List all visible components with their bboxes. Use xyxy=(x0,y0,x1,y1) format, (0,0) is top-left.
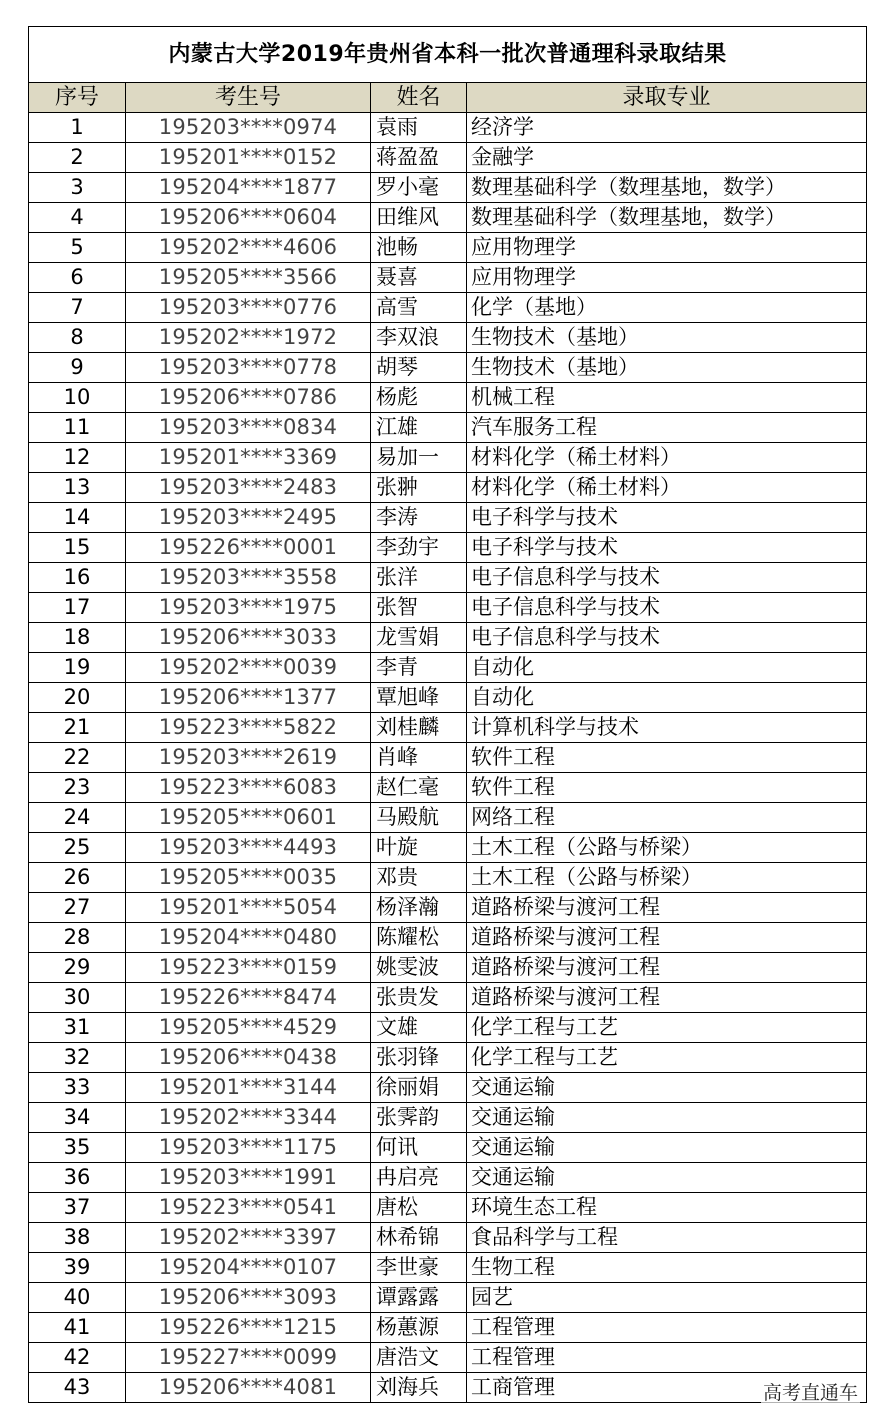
cell-seq: 9 xyxy=(29,353,126,383)
cell-major: 计算机科学与技术 xyxy=(467,713,867,743)
watermark-text: 高考直通车 xyxy=(761,1378,860,1405)
cell-exam-id: 195206****3093 xyxy=(126,1283,371,1313)
cell-major: 材料化学（稀土材料） xyxy=(467,443,867,473)
cell-name: 张智 xyxy=(371,593,467,623)
table-row xyxy=(29,1253,867,1283)
table-row xyxy=(29,653,867,683)
cell-exam-id: 195203****0834 xyxy=(126,413,371,443)
cell-exam-id: 195204****0480 xyxy=(126,923,371,953)
header-row xyxy=(29,83,867,113)
table-row xyxy=(29,953,867,983)
table-row xyxy=(29,1133,867,1163)
cell-seq: 34 xyxy=(29,1103,126,1133)
cell-seq: 3 xyxy=(29,173,126,203)
cell-name: 陈耀松 xyxy=(371,923,467,953)
cell-name: 姚雯波 xyxy=(371,953,467,983)
cell-major: 交通运输 xyxy=(467,1133,867,1163)
cell-seq: 2 xyxy=(29,143,126,173)
cell-name: 谭露露 xyxy=(371,1283,467,1313)
column-header-seq: 序号 xyxy=(29,83,126,113)
cell-name: 叶旋 xyxy=(371,833,467,863)
cell-major: 生物技术（基地） xyxy=(467,353,867,383)
cell-name: 何讯 xyxy=(371,1133,467,1163)
cell-major: 生物技术（基地） xyxy=(467,323,867,353)
cell-exam-id: 195223****6083 xyxy=(126,773,371,803)
table-row xyxy=(29,623,867,653)
cell-name: 杨蕙源 xyxy=(371,1313,467,1343)
cell-seq: 39 xyxy=(29,1253,126,1283)
cell-seq: 32 xyxy=(29,1043,126,1073)
cell-name: 张霁韵 xyxy=(371,1103,467,1133)
cell-name: 田维风 xyxy=(371,203,467,233)
admission-results-table xyxy=(28,26,867,1403)
cell-name: 池畅 xyxy=(371,233,467,263)
cell-seq: 33 xyxy=(29,1073,126,1103)
table-row xyxy=(29,1343,867,1373)
cell-seq: 23 xyxy=(29,773,126,803)
cell-exam-id: 195223****0159 xyxy=(126,953,371,983)
cell-seq: 6 xyxy=(29,263,126,293)
cell-major: 应用物理学 xyxy=(467,233,867,263)
table-row xyxy=(29,1073,867,1103)
table-row xyxy=(29,113,867,143)
table-row xyxy=(29,923,867,953)
cell-major: 电子信息科学与技术 xyxy=(467,563,867,593)
cell-exam-id: 195203****1991 xyxy=(126,1163,371,1193)
table-row xyxy=(29,533,867,563)
cell-major: 道路桥梁与渡河工程 xyxy=(467,953,867,983)
cell-seq: 37 xyxy=(29,1193,126,1223)
table-row xyxy=(29,383,867,413)
table-row xyxy=(29,233,867,263)
table-row xyxy=(29,833,867,863)
cell-major: 交通运输 xyxy=(467,1073,867,1103)
table-row xyxy=(29,203,867,233)
table-row xyxy=(29,413,867,443)
table-row xyxy=(29,323,867,353)
cell-major: 机械工程 xyxy=(467,383,867,413)
cell-major: 交通运输 xyxy=(467,1103,867,1133)
cell-major: 电子科学与技术 xyxy=(467,503,867,533)
cell-major: 自动化 xyxy=(467,653,867,683)
cell-name: 易加一 xyxy=(371,443,467,473)
cell-exam-id: 195201****3369 xyxy=(126,443,371,473)
cell-exam-id: 195205****0035 xyxy=(126,863,371,893)
cell-seq: 43 xyxy=(29,1373,126,1403)
cell-seq: 28 xyxy=(29,923,126,953)
cell-major: 园艺 xyxy=(467,1283,867,1313)
cell-major: 道路桥梁与渡河工程 xyxy=(467,983,867,1013)
cell-seq: 26 xyxy=(29,863,126,893)
table-row xyxy=(29,353,867,383)
cell-seq: 14 xyxy=(29,503,126,533)
cell-exam-id: 195203****0776 xyxy=(126,293,371,323)
cell-exam-id: 195202****3397 xyxy=(126,1223,371,1253)
cell-name: 罗小毫 xyxy=(371,173,467,203)
cell-exam-id: 195201****0152 xyxy=(126,143,371,173)
table-row xyxy=(29,1193,867,1223)
table-row xyxy=(29,473,867,503)
cell-exam-id: 195204****0107 xyxy=(126,1253,371,1283)
cell-exam-id: 195203****1975 xyxy=(126,593,371,623)
table-row xyxy=(29,803,867,833)
cell-exam-id: 195206****0438 xyxy=(126,1043,371,1073)
cell-major: 电子信息科学与技术 xyxy=(467,593,867,623)
cell-seq: 15 xyxy=(29,533,126,563)
cell-name: 文雄 xyxy=(371,1013,467,1043)
cell-exam-id: 195204****1877 xyxy=(126,173,371,203)
cell-name: 赵仁毫 xyxy=(371,773,467,803)
cell-exam-id: 195202****4606 xyxy=(126,233,371,263)
cell-major: 化学（基地） xyxy=(467,293,867,323)
cell-name: 胡琴 xyxy=(371,353,467,383)
column-header-name: 姓名 xyxy=(371,83,467,113)
cell-major: 环境生态工程 xyxy=(467,1193,867,1223)
cell-exam-id: 195227****0099 xyxy=(126,1343,371,1373)
cell-seq: 11 xyxy=(29,413,126,443)
cell-exam-id: 195202****1972 xyxy=(126,323,371,353)
cell-major: 数理基础科学（数理基地，数学） xyxy=(467,203,867,233)
table-row xyxy=(29,503,867,533)
cell-seq: 24 xyxy=(29,803,126,833)
cell-name: 林希锦 xyxy=(371,1223,467,1253)
cell-name: 张洋 xyxy=(371,563,467,593)
cell-major: 土木工程（公路与桥梁） xyxy=(467,833,867,863)
table-row xyxy=(29,143,867,173)
cell-name: 杨彪 xyxy=(371,383,467,413)
cell-name: 李世豪 xyxy=(371,1253,467,1283)
cell-major: 金融学 xyxy=(467,143,867,173)
table-row xyxy=(29,773,867,803)
cell-seq: 8 xyxy=(29,323,126,353)
cell-seq: 27 xyxy=(29,893,126,923)
cell-exam-id: 195203****2483 xyxy=(126,473,371,503)
cell-name: 徐丽娟 xyxy=(371,1073,467,1103)
cell-seq: 29 xyxy=(29,953,126,983)
cell-major: 道路桥梁与渡河工程 xyxy=(467,923,867,953)
cell-exam-id: 195201****5054 xyxy=(126,893,371,923)
cell-seq: 38 xyxy=(29,1223,126,1253)
cell-seq: 19 xyxy=(29,653,126,683)
cell-name: 李青 xyxy=(371,653,467,683)
cell-exam-id: 195226****0001 xyxy=(126,533,371,563)
cell-major: 软件工程 xyxy=(467,773,867,803)
cell-exam-id: 195206****4081 xyxy=(126,1373,371,1403)
cell-name: 李涛 xyxy=(371,503,467,533)
cell-exam-id: 195201****3144 xyxy=(126,1073,371,1103)
cell-name: 覃旭峰 xyxy=(371,683,467,713)
table-row xyxy=(29,1313,867,1343)
cell-exam-id: 195226****1215 xyxy=(126,1313,371,1343)
column-header-exam-id: 考生号 xyxy=(126,83,371,113)
cell-seq: 18 xyxy=(29,623,126,653)
cell-exam-id: 195203****2619 xyxy=(126,743,371,773)
cell-name: 高雪 xyxy=(371,293,467,323)
cell-name: 马殿航 xyxy=(371,803,467,833)
cell-exam-id: 195203****1175 xyxy=(126,1133,371,1163)
cell-seq: 5 xyxy=(29,233,126,263)
table-row xyxy=(29,293,867,323)
cell-major: 汽车服务工程 xyxy=(467,413,867,443)
table-row xyxy=(29,443,867,473)
cell-seq: 16 xyxy=(29,563,126,593)
cell-seq: 25 xyxy=(29,833,126,863)
cell-name: 江雄 xyxy=(371,413,467,443)
cell-major: 网络工程 xyxy=(467,803,867,833)
cell-seq: 7 xyxy=(29,293,126,323)
cell-seq: 31 xyxy=(29,1013,126,1043)
cell-exam-id: 195205****3566 xyxy=(126,263,371,293)
table-row xyxy=(29,863,867,893)
cell-name: 聂喜 xyxy=(371,263,467,293)
cell-name: 张翀 xyxy=(371,473,467,503)
table-row xyxy=(29,983,867,1013)
cell-exam-id: 195223****0541 xyxy=(126,1193,371,1223)
cell-name: 张贵发 xyxy=(371,983,467,1013)
cell-major: 土木工程（公路与桥梁） xyxy=(467,863,867,893)
cell-name: 冉启亮 xyxy=(371,1163,467,1193)
cell-seq: 35 xyxy=(29,1133,126,1163)
cell-major: 交通运输 xyxy=(467,1163,867,1193)
cell-exam-id: 195203****3558 xyxy=(126,563,371,593)
table-row xyxy=(29,1013,867,1043)
cell-seq: 17 xyxy=(29,593,126,623)
table-row xyxy=(29,1103,867,1133)
cell-exam-id: 195206****3033 xyxy=(126,623,371,653)
cell-seq: 22 xyxy=(29,743,126,773)
cell-seq: 1 xyxy=(29,113,126,143)
table-row xyxy=(29,1373,867,1403)
cell-exam-id: 195202****0039 xyxy=(126,653,371,683)
cell-seq: 13 xyxy=(29,473,126,503)
table-row xyxy=(29,743,867,773)
cell-exam-id: 195206****0786 xyxy=(126,383,371,413)
table-row xyxy=(29,173,867,203)
table-row xyxy=(29,593,867,623)
cell-exam-id: 195223****5822 xyxy=(126,713,371,743)
cell-major: 软件工程 xyxy=(467,743,867,773)
cell-major: 应用物理学 xyxy=(467,263,867,293)
cell-seq: 30 xyxy=(29,983,126,1013)
cell-exam-id: 195203****2495 xyxy=(126,503,371,533)
table-row xyxy=(29,1223,867,1253)
cell-name: 蒋盈盈 xyxy=(371,143,467,173)
cell-seq: 21 xyxy=(29,713,126,743)
cell-major: 电子科学与技术 xyxy=(467,533,867,563)
cell-exam-id: 195203****0974 xyxy=(126,113,371,143)
cell-seq: 20 xyxy=(29,683,126,713)
cell-exam-id: 195206****0604 xyxy=(126,203,371,233)
cell-major: 道路桥梁与渡河工程 xyxy=(467,893,867,923)
cell-seq: 10 xyxy=(29,383,126,413)
cell-major: 生物工程 xyxy=(467,1253,867,1283)
table-body xyxy=(29,113,867,1403)
cell-major: 经济学 xyxy=(467,113,867,143)
table-row xyxy=(29,1043,867,1073)
table-title: 内蒙古大学2019年贵州省本科一批次普通理科录取结果 xyxy=(29,27,867,83)
cell-exam-id: 195203****0778 xyxy=(126,353,371,383)
cell-seq: 36 xyxy=(29,1163,126,1193)
cell-name: 张羽锋 xyxy=(371,1043,467,1073)
cell-name: 邓贵 xyxy=(371,863,467,893)
cell-name: 李劲宇 xyxy=(371,533,467,563)
cell-major: 数理基础科学（数理基地，数学） xyxy=(467,173,867,203)
cell-name: 李双浪 xyxy=(371,323,467,353)
table-row xyxy=(29,683,867,713)
table-row xyxy=(29,1283,867,1313)
cell-major: 工商管理 xyxy=(467,1373,867,1403)
cell-exam-id: 195205****0601 xyxy=(126,803,371,833)
cell-major: 食品科学与工程 xyxy=(467,1223,867,1253)
cell-seq: 42 xyxy=(29,1343,126,1373)
table-row xyxy=(29,1163,867,1193)
cell-major: 材料化学（稀土材料） xyxy=(467,473,867,503)
cell-exam-id: 195203****4493 xyxy=(126,833,371,863)
cell-name: 唐松 xyxy=(371,1193,467,1223)
table-row xyxy=(29,263,867,293)
cell-major: 化学工程与工艺 xyxy=(467,1043,867,1073)
cell-exam-id: 195202****3344 xyxy=(126,1103,371,1133)
cell-exam-id: 195206****1377 xyxy=(126,683,371,713)
cell-name: 杨泽瀚 xyxy=(371,893,467,923)
cell-exam-id: 195226****8474 xyxy=(126,983,371,1013)
cell-major: 电子信息科学与技术 xyxy=(467,623,867,653)
column-header-major: 录取专业 xyxy=(467,83,867,113)
table-row xyxy=(29,563,867,593)
table-row xyxy=(29,893,867,923)
cell-seq: 12 xyxy=(29,443,126,473)
cell-major: 工程管理 xyxy=(467,1313,867,1343)
cell-name: 唐浩文 xyxy=(371,1343,467,1373)
cell-major: 工程管理 xyxy=(467,1343,867,1373)
cell-name: 袁雨 xyxy=(371,113,467,143)
cell-name: 刘桂麟 xyxy=(371,713,467,743)
cell-seq: 41 xyxy=(29,1313,126,1343)
cell-major: 化学工程与工艺 xyxy=(467,1013,867,1043)
cell-seq: 4 xyxy=(29,203,126,233)
cell-name: 肖峰 xyxy=(371,743,467,773)
cell-seq: 40 xyxy=(29,1283,126,1313)
cell-exam-id: 195205****4529 xyxy=(126,1013,371,1043)
cell-name: 刘海兵 xyxy=(371,1373,467,1403)
cell-major: 自动化 xyxy=(467,683,867,713)
table-row xyxy=(29,713,867,743)
cell-name: 龙雪娟 xyxy=(371,623,467,653)
